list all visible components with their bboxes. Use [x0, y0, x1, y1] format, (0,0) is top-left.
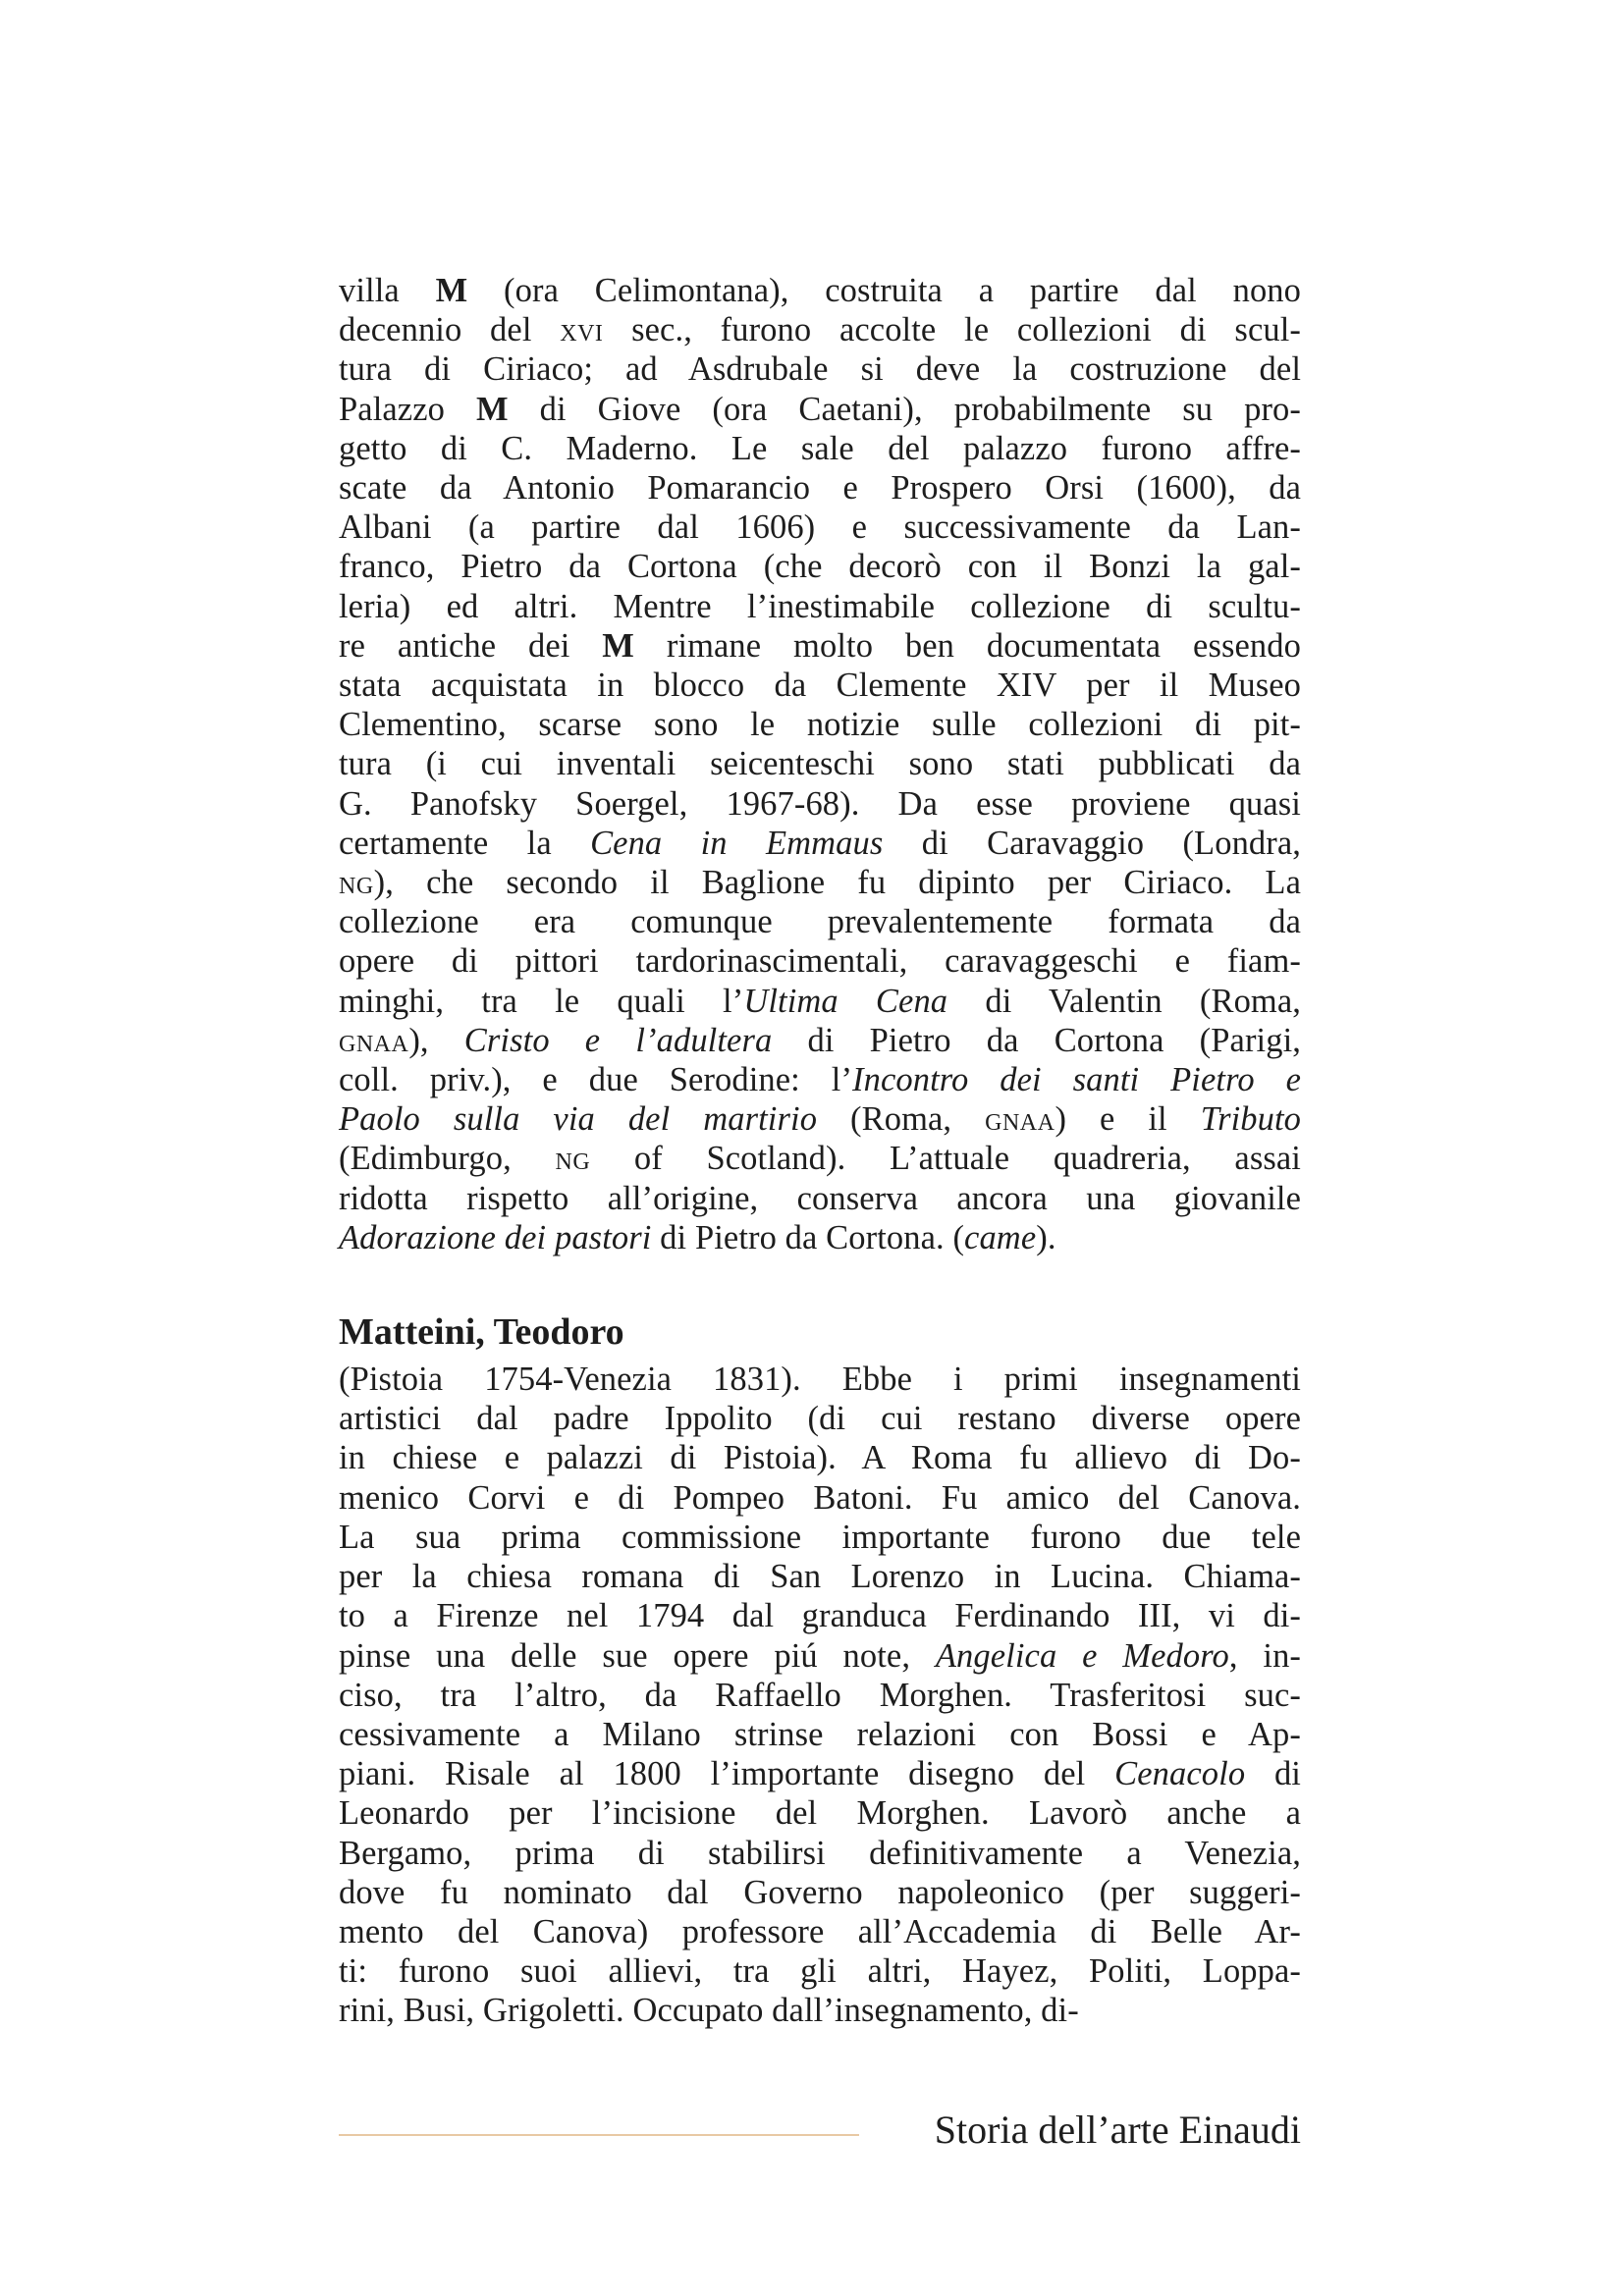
- entry-text-line: mento del Canova) professore all’Accademia di Belle Ar-: [339, 1912, 1301, 1950]
- previous-entry-text-line: Albani (a partire dal 1606) e successivamente da Lan-: [339, 508, 1301, 547]
- page-footer: [339, 2103, 1301, 2162]
- previous-entry-text-line: ng), che secondo il Baglione fu dipinto per Ciriaco. La: [339, 864, 1301, 902]
- entry-text-line: (Pistoia 1754-Venezia 1831). Ebbe i primi insegnamenti: [339, 1361, 1301, 1399]
- footer-rule: [339, 2134, 859, 2136]
- previous-entry-text-line: villa M (ora Celimontana), costruita a partire dal nono: [339, 272, 1301, 309]
- previous-entry-text-line: franco, Pietro da Cortona (che decorò con il Bonzi la gal-: [339, 548, 1301, 586]
- previous-entry-paragraph: [339, 271, 1301, 1257]
- entry-text-line: in chiese e palazzi di Pistoia). A Roma fu allievo di Do-: [339, 1439, 1301, 1477]
- previous-entry-text-line: Paolo sulla via del martirio (Roma, gnaa) e il Tributo: [339, 1100, 1302, 1139]
- entry-text-line: per la chiesa romana di San Lorenzo in Lucina. Chiama-: [339, 1558, 1301, 1596]
- entry-text-line: artistici dal padre Ippolito (di cui restano diverse opere: [339, 1400, 1301, 1438]
- entry-text-line: pinse una delle sue opere piú note, Angelica e Medoro, in-: [339, 1636, 1302, 1675]
- previous-entry-text-line: tura (i cui inventali seicenteschi sono stati pubblicati da: [339, 745, 1301, 783]
- entry-text-line: to a Firenze nel 1794 dal granduca Ferdinando III, vi di-: [339, 1597, 1301, 1635]
- previous-entry-text-line: gnaa), Cristo e l’adultera di Pietro da Cortona (Parigi,: [339, 1021, 1301, 1059]
- previous-entry-text-line: Adorazione dei pastori di Pietro da Cortona. (came).: [339, 1218, 1056, 1256]
- entry-text-line: menico Corvi e di Pompeo Batoni. Fu amico del Canova.: [339, 1478, 1301, 1517]
- previous-entry-text-line: leria) ed altri. Mentre l’inestimabile collezione di scultu-: [339, 587, 1301, 625]
- entry-text-line: Leonardo per l’incisione del Morghen. Lavorò anche a: [339, 1794, 1301, 1833]
- entry-text-line: La sua prima commissione importante furono due tele: [339, 1518, 1301, 1556]
- previous-entry-text-line: coll. priv.), e due Serodine: l’Incontro dei santi Pietro e: [339, 1061, 1301, 1099]
- footer-publisher-title: Storia dell’arte Einaudi: [934, 2108, 1301, 2152]
- previous-entry-text-line: G. Panofsky Soergel, 1967-68). Da esse proviene quasi: [339, 784, 1301, 823]
- entry-title: Matteini, Teodoro: [339, 1311, 624, 1354]
- entry-text-line: ciso, tra l’altro, da Raffaello Morghen. Trasferitosi suc-: [339, 1676, 1301, 1714]
- previous-entry-text-line: Palazzo M di Giove (ora Caetani), probabilmente su pro-: [339, 390, 1301, 428]
- previous-entry-text-line: getto di C. Maderno. Le sale del palazzo furono affre-: [339, 429, 1301, 467]
- previous-entry-text-line: scate da Antonio Pomarancio e Prospero Orsi (1600), da: [339, 469, 1301, 507]
- text-column: [339, 271, 1301, 2031]
- previous-entry-text-line: tura di Ciriaco; ad Asdrubale si deve la costruzione del: [339, 350, 1301, 389]
- entry-text-line: rini, Busi, Grigoletti. Occupato dall’insegnamento, di-: [339, 1992, 1079, 2030]
- entry-text-line: dove fu nominato dal Governo napoleonico (per suggeri-: [339, 1873, 1301, 1911]
- previous-entry-text-line: ridotta rispetto all’origine, conserva ancora una giovanile: [339, 1179, 1301, 1217]
- entry-text-line: piani. Risale al 1800 l’importante disegno del Cenacolo di: [339, 1755, 1301, 1793]
- previous-entry-text-line: re antiche dei M rimane molto ben documentata essendo: [339, 626, 1301, 665]
- previous-entry-text-line: decennio del xvi sec., furono accolte le collezioni di scul-: [339, 311, 1301, 349]
- previous-entry-text-line: stata acquistata in blocco da Clemente XIV per il Museo: [339, 667, 1301, 705]
- previous-entry-text-line: minghi, tra le quali l’Ultima Cena di Valentin (Roma,: [339, 982, 1302, 1020]
- previous-entry-text-line: certamente la Cena in Emmaus di Caravaggio (Londra,: [339, 824, 1302, 862]
- entry-text-line: Bergamo, prima di stabilirsi definitivamente a Venezia,: [339, 1834, 1301, 1872]
- entry-text-line: cessivamente a Milano strinse relazioni con Bossi e Ap-: [339, 1715, 1301, 1753]
- previous-entry-text-line: Clementino, scarse sono le notizie sulle collezioni di pit-: [339, 706, 1301, 744]
- previous-entry-text-line: (Edimburgo, ng of Scotland). L’attuale quadreria, assai: [339, 1140, 1301, 1178]
- previous-entry-text-line: opere di pittori tardorinascimentali, caravaggeschi e fiam-: [339, 942, 1301, 981]
- entry-text-line: ti: furono suoi allievi, tra gli altri, Hayez, Politi, Loppa-: [339, 1952, 1301, 1991]
- entry-body-paragraph: [339, 1360, 1301, 2030]
- previous-entry-text-line: collezione era comunque prevalentemente formata da: [339, 903, 1301, 941]
